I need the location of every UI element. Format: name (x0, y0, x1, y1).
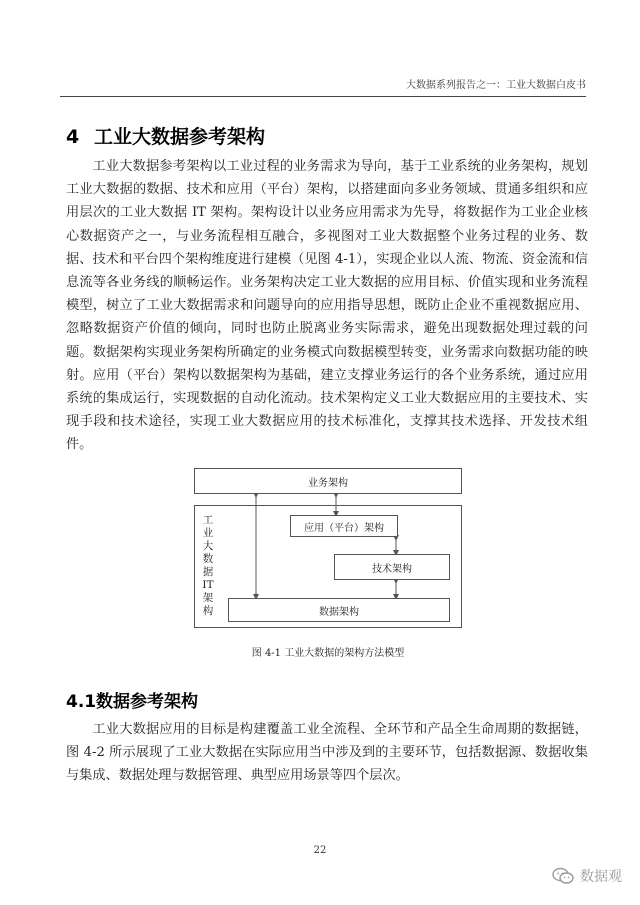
wechat-icon (552, 867, 574, 885)
subsection-number: 4.1 (66, 692, 97, 712)
business-architecture-label: 业务架构 (308, 477, 348, 489)
running-header: 大数据系列报告之一：工业大数据白皮书 (60, 76, 586, 97)
subsection-title: 数据参考架构 (96, 692, 198, 712)
data-architecture-label: 数据架构 (319, 606, 359, 618)
application-architecture-label: 应用（平台）架构 (304, 522, 384, 534)
business-architecture-box (194, 468, 462, 494)
architecture-figure (194, 468, 462, 628)
technology-architecture-box (334, 554, 450, 580)
section-paragraph: 工业大数据参考架构以工业过程的业务需求为导向，基于工业系统的业务架构，规划工业大数据的数据、技术和应用（平台）架构，以搭建面向多业务领域、贯通多组织和应用层次的工业大数据 IT 架构。架构设计以业务应用需求为先导，将数据作为工业企业核心数据资产之一，与业务流程相互融合，多视图对工业大数据整个业务过程的业务、数据、技术和平台四个架构维度进行建模（见图 4-1），实现企业以人流、物流、资金流和信息流等各业务线的顺畅运作。业务架构决定工业大数据的应用目标、价值实现和业务流程模型，树立了工业大数据需求和问题导向的应用指导思想，既防止企业不重视数据应用、忽略数据资产价值的倾向，同时也防止脱离业务实际需求，避免出现数据处理过载的问题。数据架构实现业务架构所确定的业务模式向数据模型转变，业务需求向数据功能的映射。应用（平台）架构以数据架构为基础，建立支撑业务运行的各个业务系统，通过应用系统的集成运行，实现数据的自动化流动。技术架构定义工业大数据应用的主要技术、实现手段和技术途径，实现工业大数据应用的技术标准化，支撑其技术选择、开发技术组件。 (66, 159, 588, 453)
application-architecture-box (290, 515, 398, 537)
technology-architecture-label: 技术架构 (372, 563, 412, 575)
figure-caption: 图 4-1 工业大数据的架构方法模型 (251, 648, 405, 659)
section-heading (66, 122, 265, 149)
watermark-text: 数据观 (580, 869, 622, 885)
subsection-paragraph: 工业大数据应用的目标是构建覆盖工业全流程、全环节和产品全生命周期的数据链，图 4-2 所示展现了工业大数据在实际应用当中涉及到的主要环节，包括数据源、数据收集与集成、数据处理与数据管理、典型应用场景等四个层次。 (66, 722, 588, 784)
subsection-heading (66, 687, 198, 712)
section-number: 4 (66, 126, 80, 148)
page-number: 22 (313, 845, 327, 856)
section-title: 工业大数据参考架构 (94, 126, 266, 148)
watermark (552, 866, 622, 886)
it-architecture-label: 工业大数据IT架构 (202, 514, 214, 617)
data-architecture-box (228, 598, 450, 622)
